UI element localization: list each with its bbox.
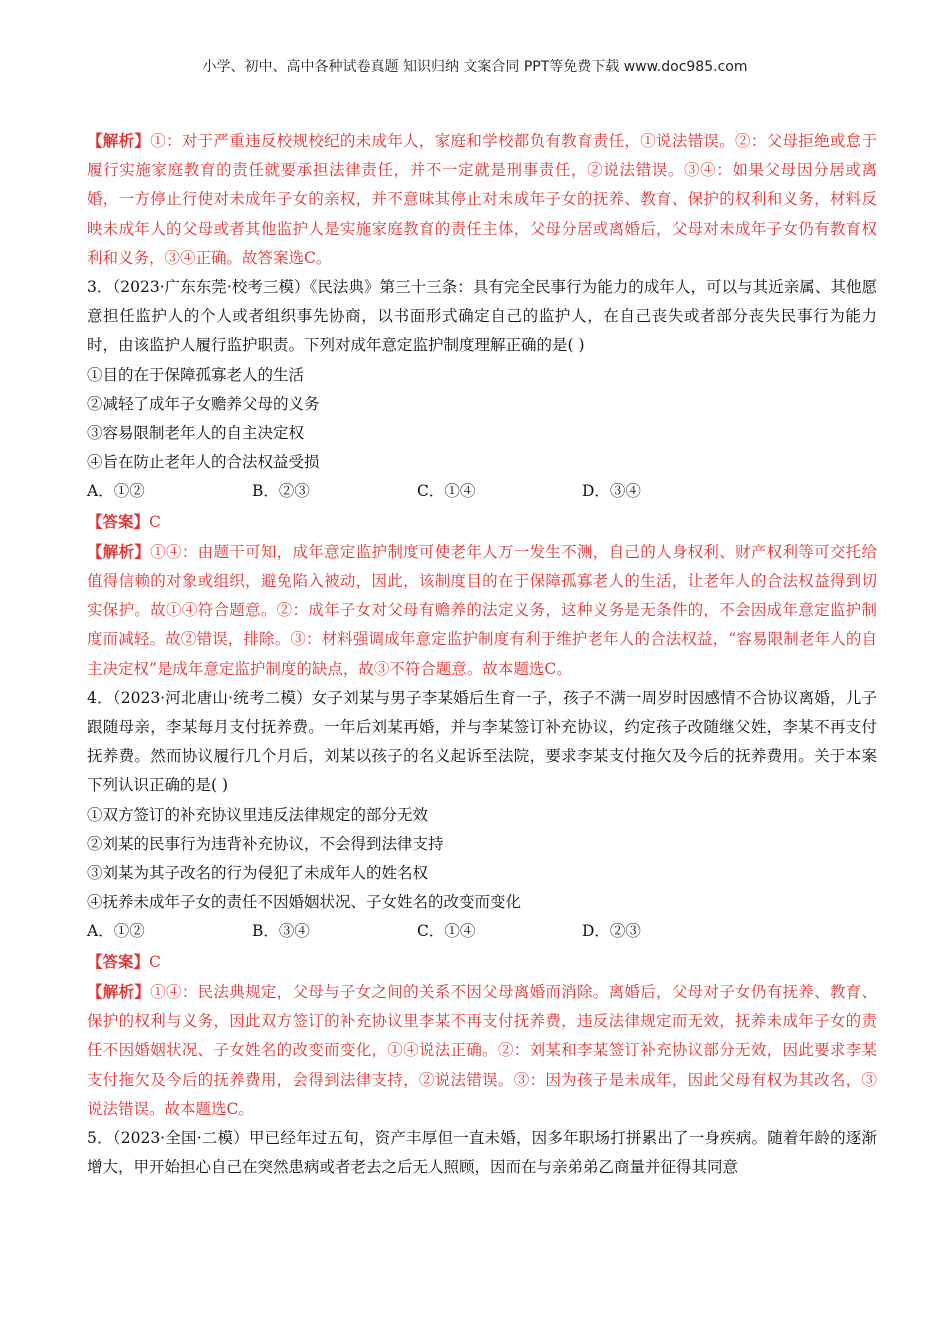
question-4-item: ①双方签订的补充协议里违反法律规定的部分无效 (87, 805, 429, 824)
question-4-answer: 【答案】C (87, 951, 161, 971)
option-b: B．③④ (252, 922, 310, 941)
option-b: B．②③ (252, 482, 310, 501)
question-5-stem: 5．（2023·全国·二模）甲已经年过五旬，资产丰厚但一直未婚，因多年职场打拼累出了一身疾病。随着年龄的逐渐增大，甲开始担心自己在突然患病或者老去之后无人照顾，因而在与亲弟弟乙商量并征得其同意 (87, 1128, 877, 1177)
question-4-options (87, 917, 877, 946)
document-body (87, 126, 877, 1182)
question-3-options (87, 477, 877, 506)
question-4-item: ③刘某为其子改名的行为侵犯了未成年人的姓名权 (87, 864, 429, 883)
header-text: 小学、初中、高中各种试卷真题 知识归纳 文案合同 PPT等免费下载 www.doc985.com (202, 59, 748, 75)
question-4-item: ②刘某的民事行为违背补充协议，不会得到法律支持 (87, 834, 444, 853)
question-3-analysis: 【解析】①④：由题干可知，成年意定监护制度可使老年人万一发生不测，自己的人身权利、财产权利等可交托给值得信赖的对象或组织，避免陷入被动，因此，该制度目的在于保障孤寡老人的生活，让老年人的合法权益得到切实保护。故①④符合题意。②：成年子女对父母有赡养的法定义务，这种义务是无条件的，不会因成年意定监护制度而减轻。故②错误，排除。③：材料强调成年意定监护制度有利于维护老年人的合法权益，“容易限制老年人的自主决定权”是成年意定监护制度的缺点，故③不符合题意。故本题选C。 (87, 541, 877, 678)
option-a: A．①② (87, 482, 145, 501)
question-4-analysis: 【解析】①④：民法典规定，父母与子女之间的关系不因父母离婚而消除。离婚后，父母对子女仍有抚养、教育、保护的权利与义务，因此双方签订的补充协议里李某不再支付抚养费，违反法律规定而无效，抚养未成年子女的责任不因婚姻状况、子女姓名的改变而变化，①④说法正确。②：刘某和李某签订补充协议部分无效，因此要求李某支付拖欠及今后的抚养费用，会得到法律支持，②说法错误。③：因为孩子是未成年，因此父母有权为其改名，③说法错误。故本题选C。 (87, 981, 877, 1118)
option-a: A．①② (87, 922, 145, 941)
page-header (0, 56, 950, 76)
question-3-item: ④旨在防止老年人的合法权益受损 (87, 453, 320, 472)
analysis-block-1: 【解析】①：对于严重违反校规校纪的未成年人，家庭和学校都负有教育责任，①说法错误。②：父母拒绝或怠于履行实施家庭教育的责任就要承担法律责任，并不一定就是刑事责任，②说法错误。③④：如果父母因分居或离婚，一方停止行使对未成年子女的亲权，并不意味其停止对未成年子女的抚养、教育、保护的权利和义务，材料反映未成年人的父母或者其他监护人是实施家庭教育的责任主体，父母分居或离婚后，父母对未成年子女仍有教育权利和义务，③④正确。故答案选C。 (87, 131, 877, 267)
question-3-answer: 【答案】C (87, 511, 161, 531)
question-4-stem: 4．（2023·河北唐山·统考二模）女子刘某与男子李某婚后生育一子，孩子不满一周岁时因感情不合协议离婚，儿子跟随母亲，李某每月支付抚养费。一年后刘某再婚，并与李某签订补充协议，约定孩子改随继父姓，李某不再支付抚养费。然而协议履行几个月后，刘某以孩子的名义起诉至法院，要求李某支付拖欠及今后的抚养费用。关于本案下列认识正确的是( ) (87, 688, 877, 795)
option-c: C．①④ (417, 482, 476, 501)
question-3-stem: 3．（2023·广东东莞·校考三模）《民法典》第三十三条：具有完全民事行为能力的成年人，可以与其近亲属、其他愿意担任监护人的个人或者组织事先协商，以书面形式确定自己的监护人，在自己丧失或者部分丧失民事行为能力时，由该监护人履行监护职责。下列对成年意定监护制度理解正确的是( ) (87, 278, 877, 355)
option-d: D．②③ (582, 922, 641, 941)
option-c: C．①④ (417, 922, 476, 941)
question-3-item: ②减轻了成年子女赡养父母的义务 (87, 394, 320, 413)
question-3-item: ①目的在于保障孤寡老人的生活 (87, 365, 305, 384)
question-3-item: ③容易限制老年人的自主决定权 (87, 424, 305, 443)
option-d: D．③④ (582, 482, 641, 501)
question-4-item: ④抚养未成年子女的责任不因婚姻状况、子女姓名的改变而变化 (87, 893, 522, 912)
